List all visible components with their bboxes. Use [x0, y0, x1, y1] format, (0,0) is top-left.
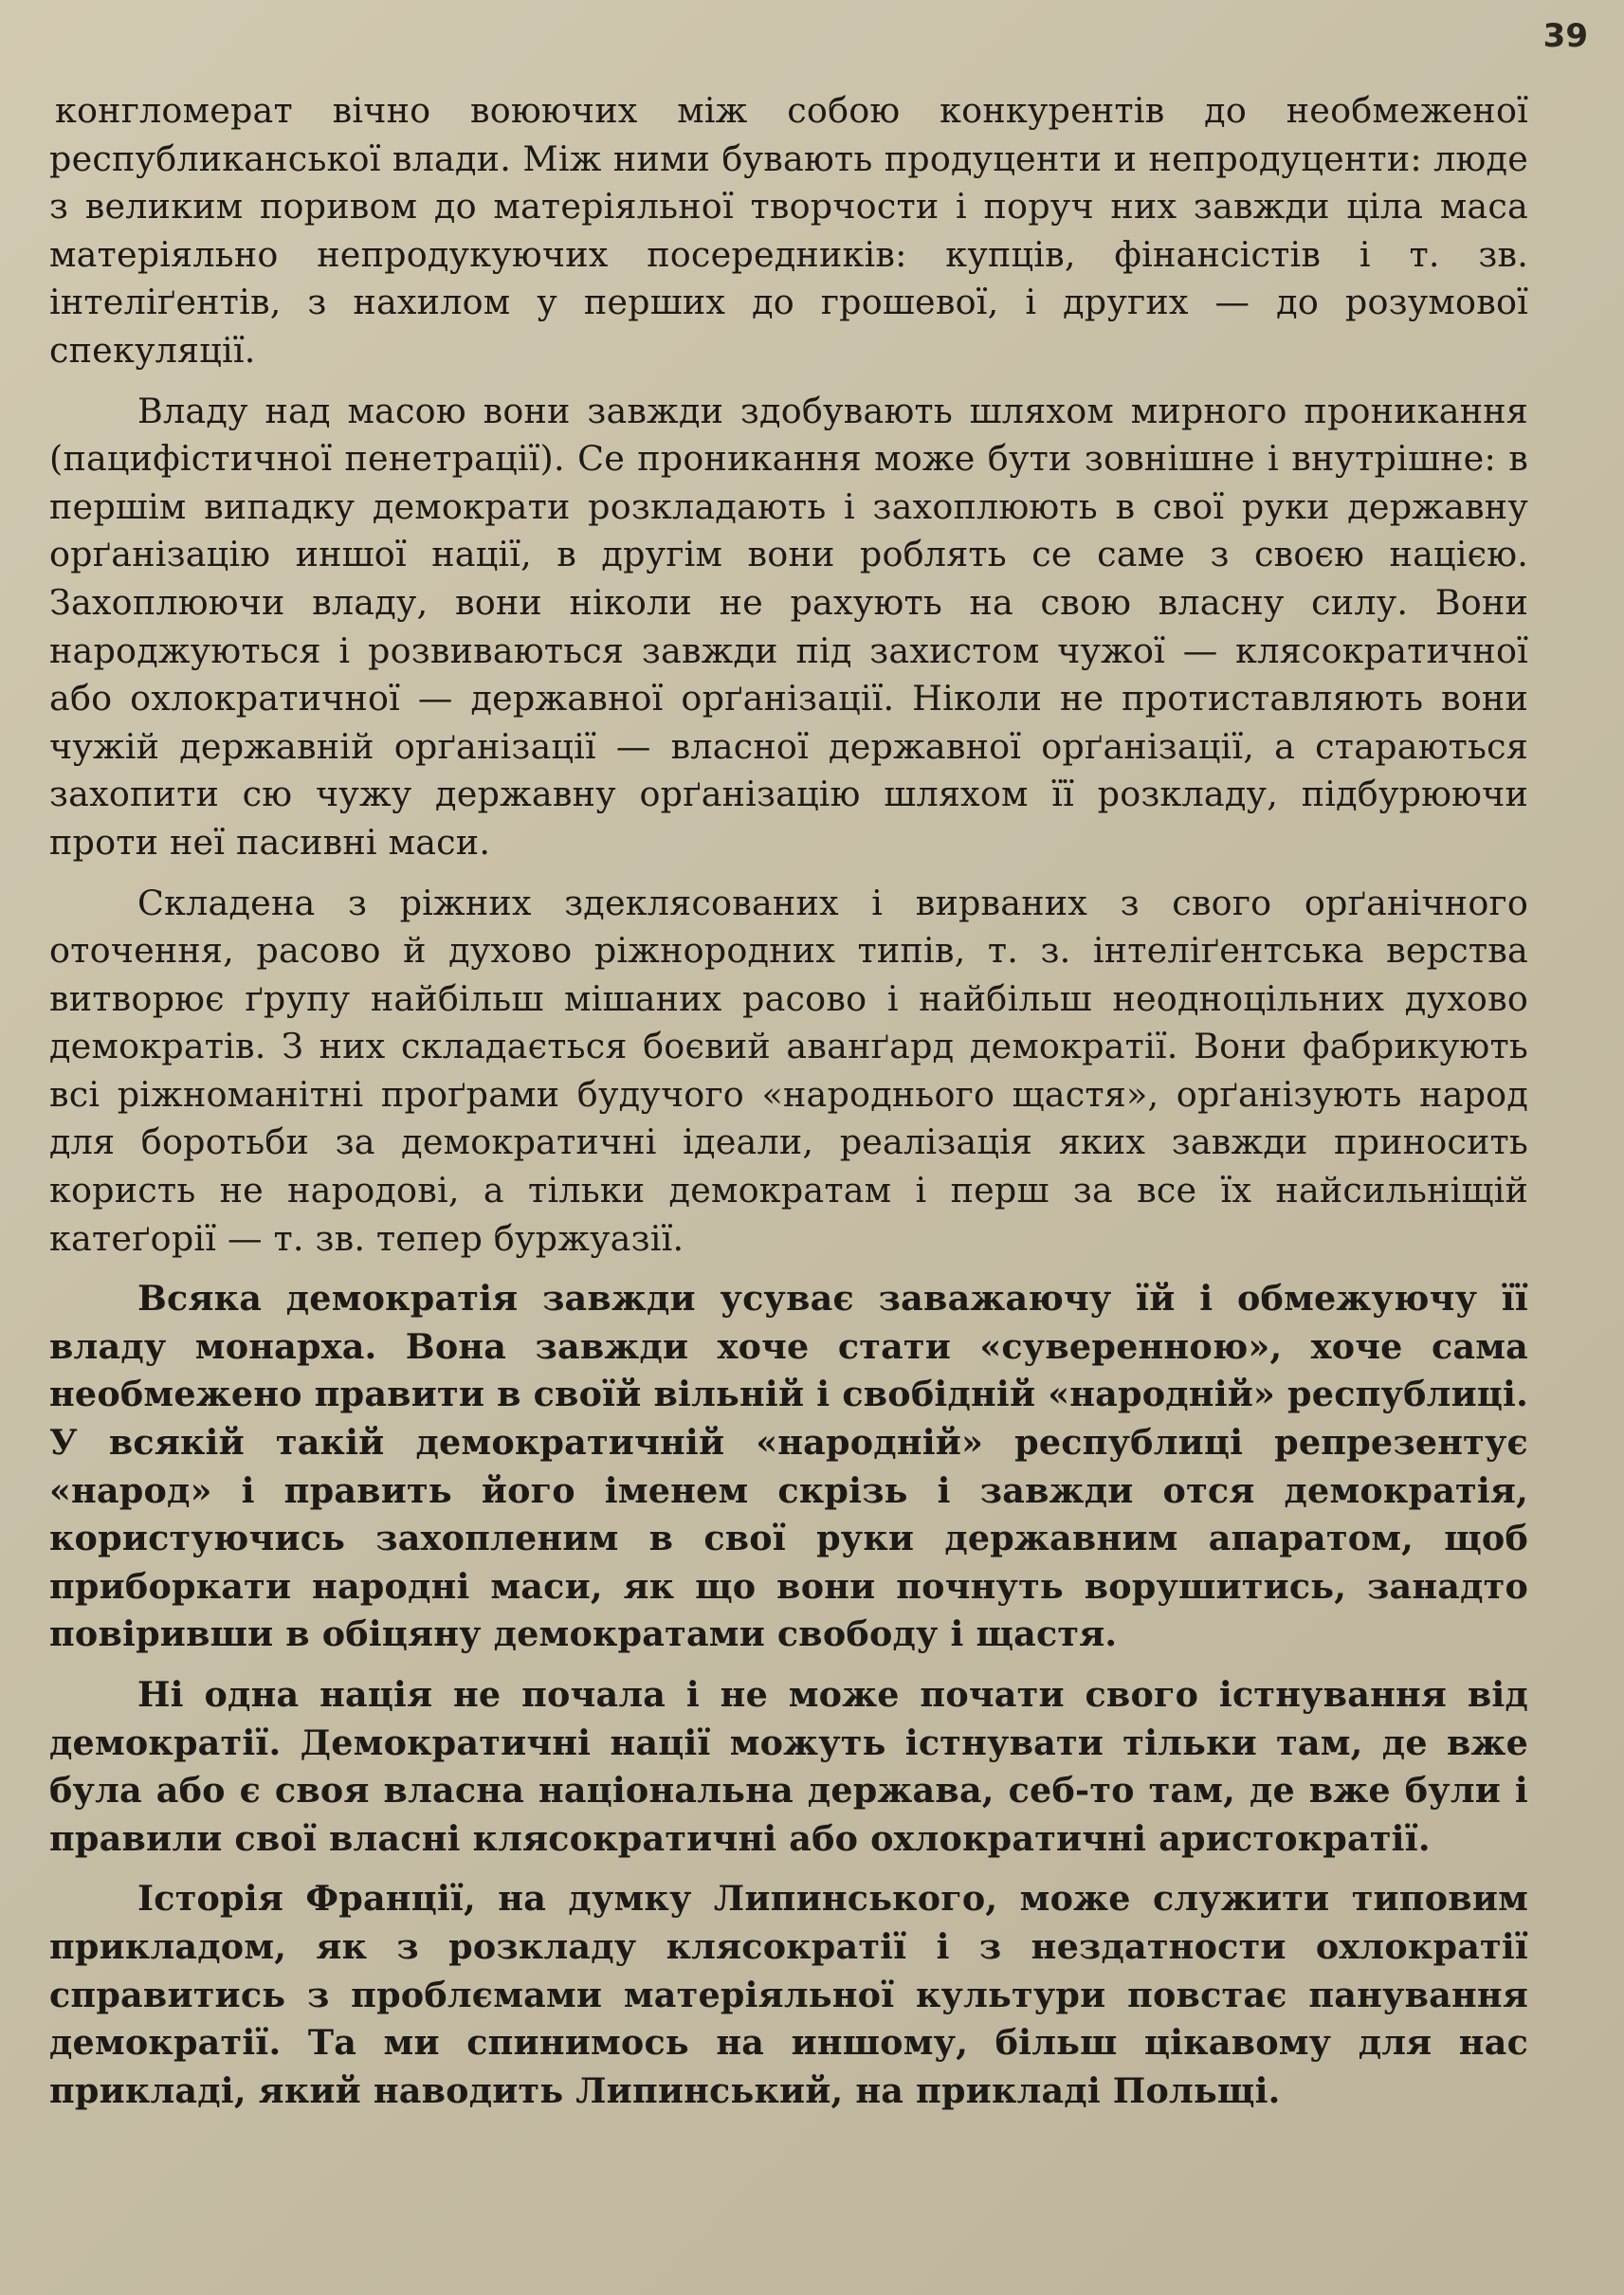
- paragraph-democracy-monarch: Всяка демократія завжди усуває заважаючу їй і обмежуючу її владу монарха. Вона завжди хоче стати «суверенною», хоче сама необмежено правити в своїй вільній і свобідній «народній» республиці. У всякій такій демократичній «народній» республиці репрезентує «народ» і править його іменем скрізь і завжди отся демократія, користуючись захопленим в свої руки державним апаратом, щоб приборкати народні маси, як що вони почнуть ворушитись, занадто повіривши в обіцяну демократами свободу і щастя.: [49, 1278, 1528, 1655]
- paragraph-continuation: конгломерат вічно воюючих між собою конкурентів до необмеженої республиканської влади. Між ними бувають продуценти и непродуценти: люде з великим поривом до матеріяльної творчости і поруч них завжди ціла маса матеріяльно непродукуючих посередників: купців, фінансістів і т. зв. інтеліґентів, з нахилом у перших до грошевої, і других — до розумової спекуляції.: [49, 90, 1528, 371]
- paragraph-intelligentsia: Складена з ріжних здеклясованих і вирваних з свого орґанічного оточення, расово й духово ріжнородних типів, т. з. інтеліґентська верства витворює ґрупу найбільш мішаних расово і найбільш неодноцільних духово демократів. З них складається боєвий аванґард демократії. Вони фабрикують всі ріжноманітні проґрами будучого «народнього щастя», орґанізують народ для боротьби за демократичні ідеали, реалізація яких завжди приносить користь не народові, а тільки демократам і перш за все їх найсильніщій катеґорії — т. зв. тепер буржуазії.: [49, 882, 1528, 1259]
- paragraph-france-poland: Історія Франції, на думку Липинського, може служити типовим прикладом, як з розкладу клясократії і з нездатности охлократії справитись з проблємами матеріяльної культури повстає панування демократії. Та ми спинимось на иншому, більш цікавому для нас прикладі, який наводить Липинський, на прикладі Польщі.: [49, 1878, 1528, 2111]
- paragraph-nations-democracy: Ні одна нація не почала і не може почати свого істнування від демократії. Демократичні нації можуть істнувати тільки там, де вже була або є своя власна національна держава, себ-то там, де вже були і правили свої власні клясократичні або охлократичні аристократії.: [49, 1674, 1528, 1859]
- paragraph-peaceful-penetration: Владу над масою вони завжди здобувають шляхом мирного проникання (пацифістичної пенетрації). Се проникання може бути зовнішне і внутрішне: в першім випадку демократи розкладають і захоплюють в свої руки державну орґанізацію иншої нації, в другім вони роблять се саме з своєю нацією. Захоплюючи владу, вони ніколи не рахують на свою власну силу. Вони народжуються і розвиваються завжди під захистом чужої — клясократичної або охлократичної — державної орґанізації. Ніколи не протиставляють вони чужій державній орґанізації — власної державної орґанізації, а стараються захопити сю чужу державну орґанізацію шляхом її розкладу, підбурюючи проти неї пасивні маси.: [49, 390, 1528, 863]
- page-text-body: [49, 87, 1528, 2127]
- page-number: 39: [1542, 17, 1588, 55]
